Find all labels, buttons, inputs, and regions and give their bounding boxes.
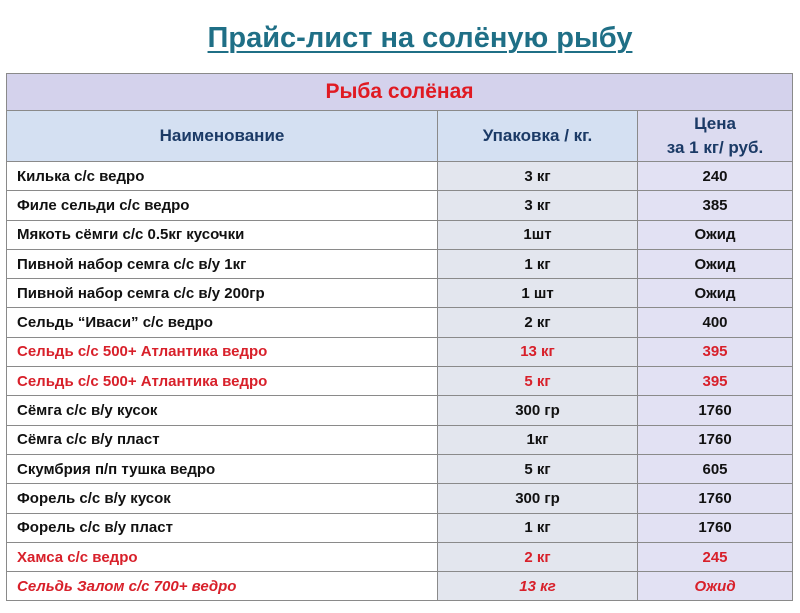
table-row: [7, 249, 793, 278]
cell-price: 395: [638, 367, 793, 396]
table-row: [7, 220, 793, 249]
header-price: [638, 111, 793, 162]
cell-price: 395: [638, 337, 793, 366]
table-caption: Рыба солёная: [7, 74, 793, 111]
cell-price: 1760: [638, 513, 793, 542]
cell-price: Ожид: [638, 249, 793, 278]
header-pack: Упаковка / кг.: [438, 111, 638, 162]
header-price-line2: за 1 кг/ руб.: [666, 138, 764, 157]
table-row: [7, 308, 793, 337]
cell-name: Сельдь “Иваси” с/с ведро: [7, 308, 438, 337]
table-row: [7, 337, 793, 366]
table-body: [7, 162, 793, 601]
header-price-line1: Цена: [694, 114, 736, 133]
cell-name: Сельдь Залом с/с 700+ ведро: [7, 572, 438, 601]
cell-pack: 3 кг: [438, 162, 638, 191]
cell-pack: 1кг: [438, 425, 638, 454]
cell-name: Сельдь с/с 500+ Атлантика ведро: [7, 367, 438, 396]
cell-price: 385: [638, 191, 793, 220]
cell-price: Ожид: [638, 279, 793, 308]
cell-name: Пивной набор семга с/с в/у 200гр: [7, 279, 438, 308]
table-row: [7, 367, 793, 396]
cell-name: Скумбрия п/п тушка ведро: [7, 454, 438, 483]
cell-pack: 1 кг: [438, 249, 638, 278]
cell-pack: 1шт: [438, 220, 638, 249]
table-row: [7, 484, 793, 513]
cell-price: 1760: [638, 396, 793, 425]
cell-pack: 3 кг: [438, 191, 638, 220]
table-row: [7, 425, 793, 454]
price-table: [6, 73, 793, 601]
cell-name: Хамса с/с ведро: [7, 542, 438, 571]
cell-pack: 2 кг: [438, 308, 638, 337]
cell-name: Килька с/с ведро: [7, 162, 438, 191]
cell-price: 605: [638, 454, 793, 483]
cell-price: 400: [638, 308, 793, 337]
cell-name: Сёмга с/с в/у кусок: [7, 396, 438, 425]
cell-price: Ожид: [638, 220, 793, 249]
table-caption-row: [7, 74, 793, 111]
table-row: [7, 396, 793, 425]
table-row: [7, 513, 793, 542]
cell-pack: 1 шт: [438, 279, 638, 308]
cell-pack: 5 кг: [438, 454, 638, 483]
cell-pack: 13 кг: [438, 337, 638, 366]
table-row: [7, 542, 793, 571]
cell-name: Сельдь с/с 500+ Атлантика ведро: [7, 337, 438, 366]
cell-price: 245: [638, 542, 793, 571]
cell-price: 1760: [638, 425, 793, 454]
table-row: [7, 279, 793, 308]
cell-pack: 300 гр: [438, 396, 638, 425]
cell-pack: 5 кг: [438, 367, 638, 396]
cell-name: Форель с/с в/у кусок: [7, 484, 438, 513]
cell-pack: 13 кг: [438, 572, 638, 601]
cell-name: Пивной набор семга с/с в/у 1кг: [7, 249, 438, 278]
cell-price: 1760: [638, 484, 793, 513]
cell-price: 240: [638, 162, 793, 191]
cell-pack: 2 кг: [438, 542, 638, 571]
table-row: [7, 191, 793, 220]
table-row: [7, 572, 793, 601]
table-header-row: [7, 111, 793, 162]
table-row: [7, 162, 793, 191]
cell-price: Ожид: [638, 572, 793, 601]
cell-name: Филе сельди с/с ведро: [7, 191, 438, 220]
cell-name: Мякоть сёмги с/с 0.5кг кусочки: [7, 220, 438, 249]
table-row: [7, 454, 793, 483]
cell-name: Форель с/с в/у пласт: [7, 513, 438, 542]
page-title: Прайс-лист на солёную рыбу: [207, 22, 633, 54]
cell-pack: 300 гр: [438, 484, 638, 513]
header-name: Наименование: [7, 111, 438, 162]
cell-name: Сёмга с/с в/у пласт: [7, 425, 438, 454]
cell-pack: 1 кг: [438, 513, 638, 542]
